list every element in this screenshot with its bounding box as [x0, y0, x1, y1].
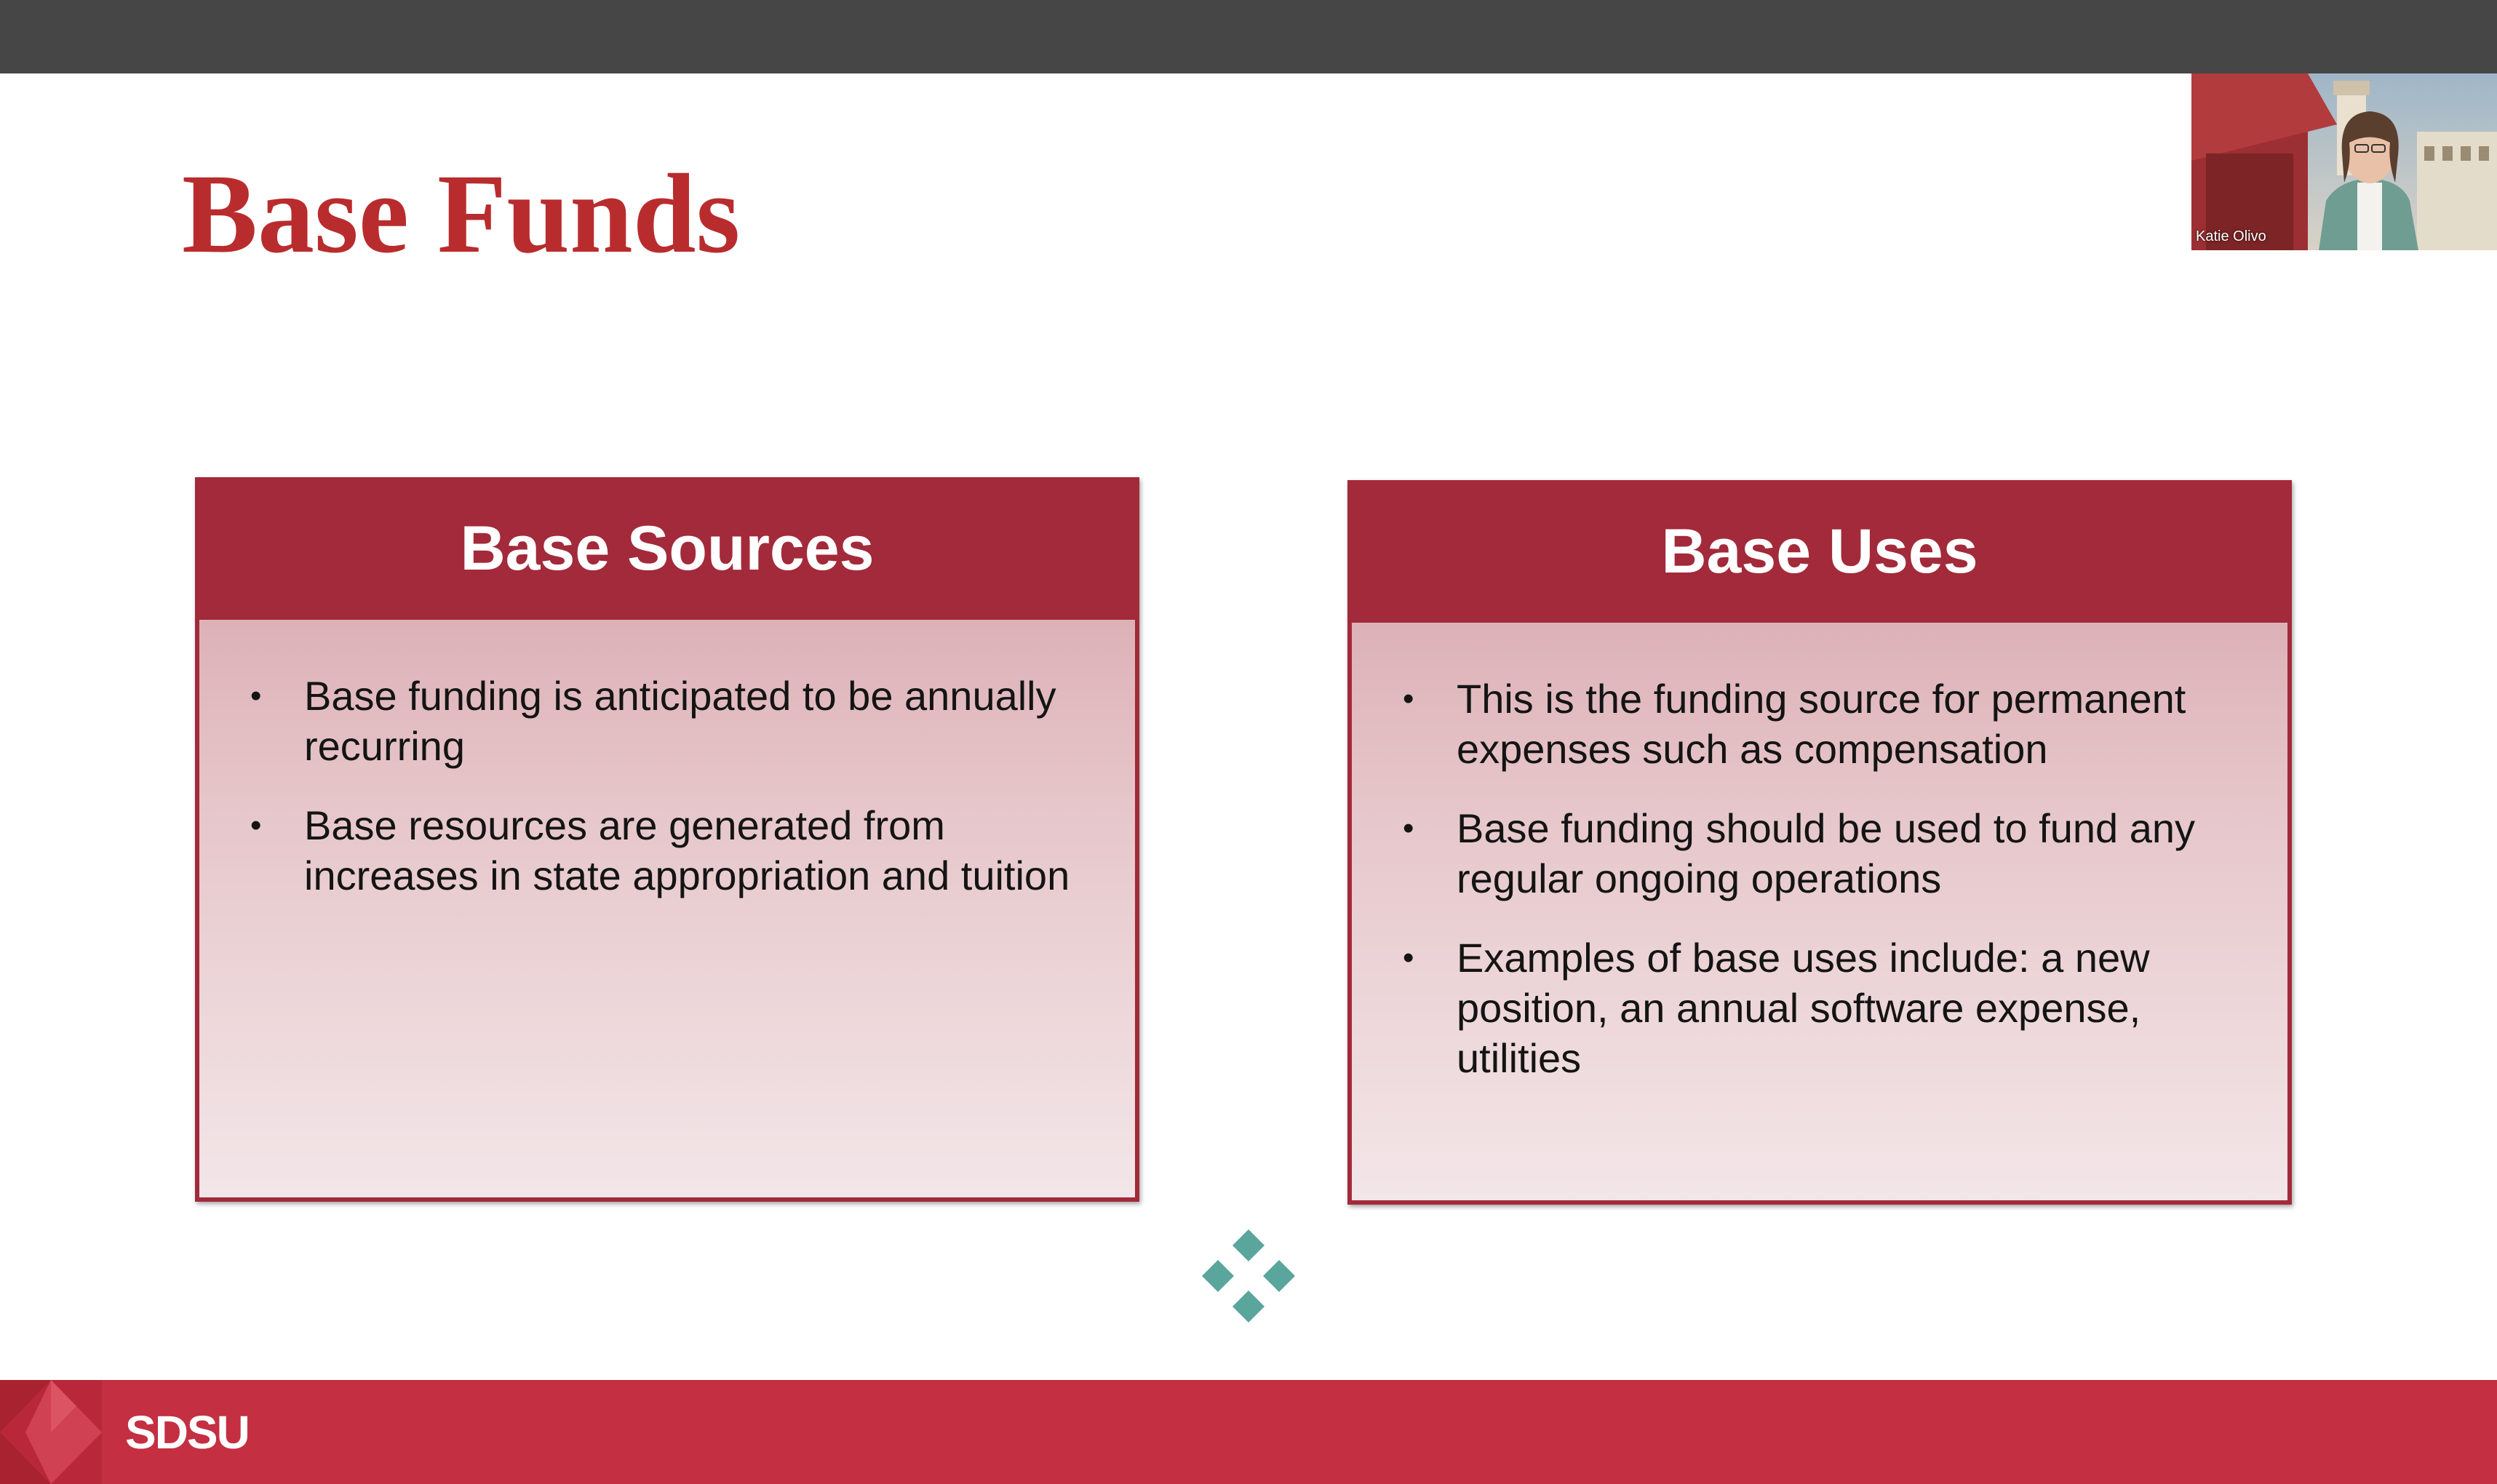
bullet-icon: •: [1403, 681, 1414, 717]
list-item: [1397, 674, 2244, 774]
bullet-text: Base funding should be used to fund any regular ongoing operations: [1457, 805, 2195, 901]
list-item: [1397, 933, 2244, 1083]
list-item: [244, 671, 1091, 771]
bullet-icon: •: [250, 807, 262, 843]
footer-bar: [0, 1380, 2497, 1484]
list-item: [1397, 803, 2244, 903]
bullet-text: Examples of base uses include: a new position, an annual software expense, utilities: [1457, 935, 2150, 1081]
bullet-text: Base funding is anticipated to be annually recurring: [304, 673, 1056, 769]
base-sources-panel: [195, 477, 1139, 1202]
participant-video-feed: [2191, 73, 2497, 250]
base-uses-list: [1352, 623, 2287, 1083]
base-sources-header: [195, 477, 1139, 620]
meeting-top-bar: [0, 0, 2497, 73]
list-item: [244, 800, 1091, 901]
bullet-text: Base resources are generated from increases in state appropriation and tuition: [304, 802, 1070, 898]
base-uses-panel: [1347, 480, 2292, 1205]
participant-video-tile[interactable]: [2191, 73, 2497, 250]
bullet-icon: •: [1403, 940, 1414, 976]
participant-name-label: Katie Olivo: [2196, 228, 2266, 244]
bullet-icon: •: [250, 678, 262, 714]
bullet-icon: •: [1403, 810, 1414, 846]
base-uses-title: Base Uses: [1661, 516, 1978, 586]
base-uses-header: [1347, 480, 2292, 623]
base-sources-list: [199, 620, 1135, 901]
teal-diamond-cluster-icon: [1199, 1226, 1298, 1325]
red-diamond-mark-icon: [0, 1380, 102, 1484]
slide-title: Base Funds: [182, 151, 741, 276]
bullet-text: This is the funding source for permanent expenses such as compensation: [1457, 676, 2186, 772]
base-sources-title: Base Sources: [460, 513, 875, 583]
sdsu-brand-logo: SDSU: [125, 1406, 249, 1459]
